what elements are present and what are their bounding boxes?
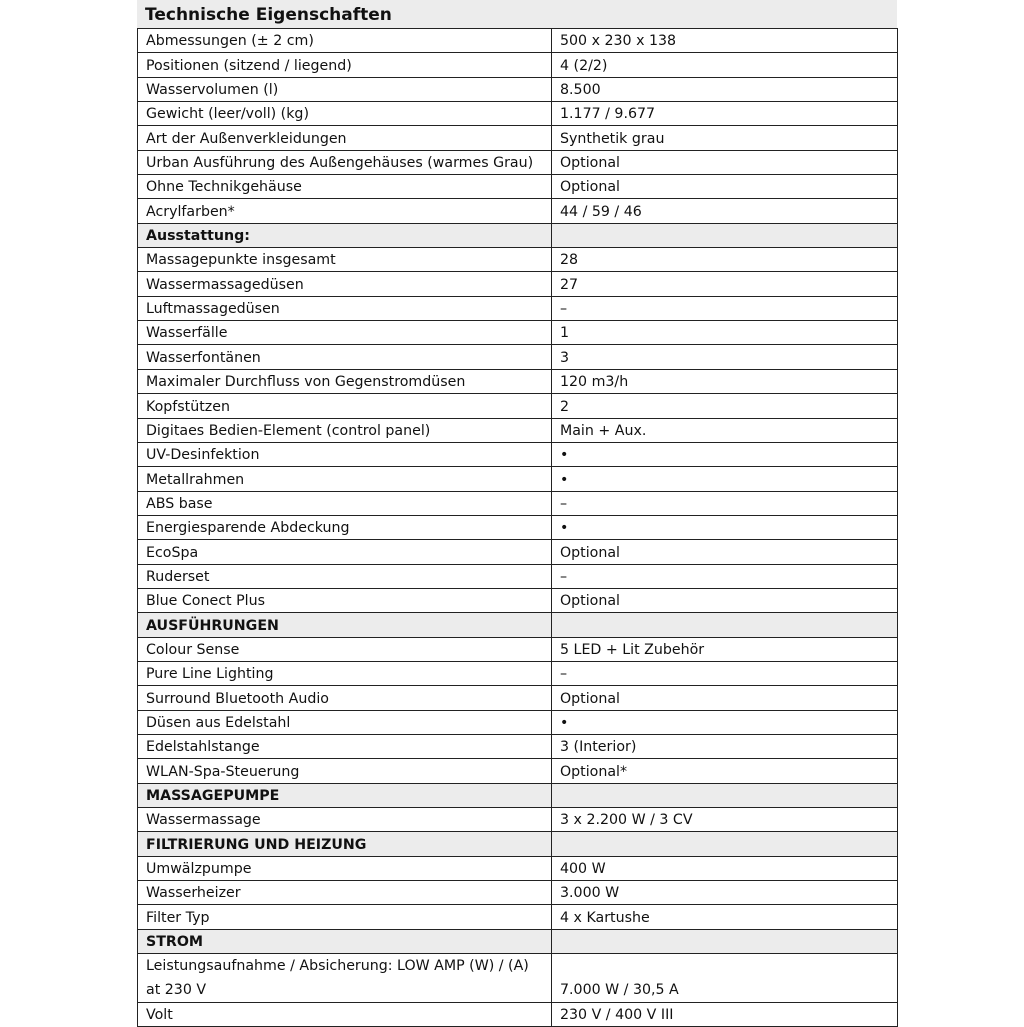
spec-row [138, 856, 898, 880]
spec-value: 3 (Interior) [552, 734, 898, 758]
spec-value: – [552, 491, 898, 515]
spec-row [138, 345, 898, 369]
spec-row [138, 126, 898, 150]
spec-row [138, 734, 898, 758]
spec-row [138, 491, 898, 515]
spec-label: Gewicht (leer/voll) (kg) [138, 102, 552, 126]
spec-value: Synthetik grau [552, 126, 898, 150]
spec-value: 2 [552, 394, 898, 418]
spec-label: EcoSpa [138, 540, 552, 564]
spec-label: Pure Line Lighting [138, 661, 552, 685]
spec-row [138, 686, 898, 710]
spec-value: • [552, 442, 898, 466]
spec-label: Urban Ausführung des Außengehäuses (warmes Grau) [138, 150, 552, 174]
spec-label: Blue Conect Plus [138, 588, 552, 612]
spec-value: – [552, 661, 898, 685]
spec-value: 8.500 [552, 77, 898, 101]
spec-label: Colour Sense [138, 637, 552, 661]
spec-label: Filter Typ [138, 905, 552, 929]
spec-table-body [138, 29, 898, 1027]
spec-value: Optional* [552, 759, 898, 783]
spec-label: Wassermassage [138, 808, 552, 832]
spec-label: Kopfstützen [138, 394, 552, 418]
spec-label: Maximaler Durchfluss von Gegenstromdüsen [138, 369, 552, 393]
section-value-empty [552, 929, 898, 953]
spec-label: Wassermassagedüsen [138, 272, 552, 296]
spec-label: Acrylfarben* [138, 199, 552, 223]
section-header-row [138, 929, 898, 953]
spec-label: Massagepunkte insgesamt [138, 248, 552, 272]
spec-value: 7.000 W / 30,5 A [552, 954, 898, 1003]
spec-value: Optional [552, 540, 898, 564]
spec-row [138, 321, 898, 345]
spec-label: Ruderset [138, 564, 552, 588]
spec-value: 5 LED + Lit Zubehör [552, 637, 898, 661]
spec-value: Optional [552, 175, 898, 199]
section-header-row [138, 613, 898, 637]
spec-value: 230 V / 400 V III [552, 1003, 898, 1027]
spec-value: • [552, 515, 898, 539]
section-title: AUSFÜHRUNGEN [138, 613, 552, 637]
spec-value: 500 x 230 x 138 [552, 29, 898, 53]
spec-sheet [137, 0, 897, 1027]
spec-row [138, 564, 898, 588]
spec-row [138, 588, 898, 612]
spec-row [138, 29, 898, 53]
spec-row [138, 637, 898, 661]
spec-row [138, 808, 898, 832]
spec-row [138, 881, 898, 905]
spec-value: Optional [552, 588, 898, 612]
section-header-row [138, 783, 898, 807]
section-title: MASSAGEPUMPE [138, 783, 552, 807]
spec-label: Metallrahmen [138, 467, 552, 491]
spec-row [138, 272, 898, 296]
spec-row [138, 102, 898, 126]
spec-row [138, 661, 898, 685]
spec-label: ABS base [138, 491, 552, 515]
spec-label: Düsen aus Edelstahl [138, 710, 552, 734]
spec-row [138, 418, 898, 442]
spec-value: 1.177 / 9.677 [552, 102, 898, 126]
spec-label: Positionen (sitzend / liegend) [138, 53, 552, 77]
spec-row [138, 248, 898, 272]
sheet-title: Technische Eigenschaften [137, 0, 897, 28]
spec-value: 400 W [552, 856, 898, 880]
spec-row [138, 394, 898, 418]
section-header-row [138, 832, 898, 856]
spec-row [138, 199, 898, 223]
spec-label: Wasserfälle [138, 321, 552, 345]
spec-row [138, 515, 898, 539]
spec-label: Edelstahlstange [138, 734, 552, 758]
spec-label: Wasserheizer [138, 881, 552, 905]
spec-value: – [552, 564, 898, 588]
spec-label: Energiesparende Abdeckung [138, 515, 552, 539]
spec-label: Wasserfontänen [138, 345, 552, 369]
spec-value: Optional [552, 686, 898, 710]
spec-label: WLAN-Spa-Steuerung [138, 759, 552, 783]
spec-row [138, 369, 898, 393]
spec-row [138, 1003, 898, 1027]
spec-value: 3 [552, 345, 898, 369]
spec-label: Digitaes Bedien-Element (control panel) [138, 418, 552, 442]
spec-row [138, 296, 898, 320]
section-value-empty [552, 832, 898, 856]
spec-row [138, 540, 898, 564]
spec-label: Umwälzpumpe [138, 856, 552, 880]
spec-row [138, 77, 898, 101]
spec-row [138, 150, 898, 174]
section-value-empty [552, 613, 898, 637]
spec-row [138, 954, 898, 1003]
spec-value: 28 [552, 248, 898, 272]
spec-row [138, 759, 898, 783]
spec-row [138, 442, 898, 466]
spec-row [138, 175, 898, 199]
spec-value: 3 x 2.200 W / 3 CV [552, 808, 898, 832]
spec-value: • [552, 467, 898, 491]
spec-label: Surround Bluetooth Audio [138, 686, 552, 710]
spec-table [137, 28, 898, 1027]
spec-value: 4 (2/2) [552, 53, 898, 77]
spec-label: Ohne Technikgehäuse [138, 175, 552, 199]
spec-label: Wasservolumen (l) [138, 77, 552, 101]
spec-label: Luftmassagedüsen [138, 296, 552, 320]
spec-row [138, 710, 898, 734]
spec-row [138, 53, 898, 77]
spec-value: 1 [552, 321, 898, 345]
spec-row [138, 905, 898, 929]
spec-value: – [552, 296, 898, 320]
section-title: FILTRIERUNG UND HEIZUNG [138, 832, 552, 856]
spec-value: Optional [552, 150, 898, 174]
spec-value: 27 [552, 272, 898, 296]
spec-value: Main + Aux. [552, 418, 898, 442]
spec-value: • [552, 710, 898, 734]
section-header-row [138, 223, 898, 247]
section-value-empty [552, 783, 898, 807]
spec-label: Leistungsaufnahme / Absicherung: LOW AMP (W) / (A) at 230 V [138, 954, 552, 1003]
spec-value: 3.000 W [552, 881, 898, 905]
spec-label: Art der Außenverkleidungen [138, 126, 552, 150]
spec-value: 120 m3/h [552, 369, 898, 393]
section-value-empty [552, 223, 898, 247]
spec-row [138, 467, 898, 491]
spec-value: 4 x Kartushe [552, 905, 898, 929]
spec-label: Abmessungen (± 2 cm) [138, 29, 552, 53]
spec-value: 44 / 59 / 46 [552, 199, 898, 223]
spec-label: Volt [138, 1003, 552, 1027]
section-title: STROM [138, 929, 552, 953]
spec-label: UV-Desinfektion [138, 442, 552, 466]
section-title: Ausstattung: [138, 223, 552, 247]
